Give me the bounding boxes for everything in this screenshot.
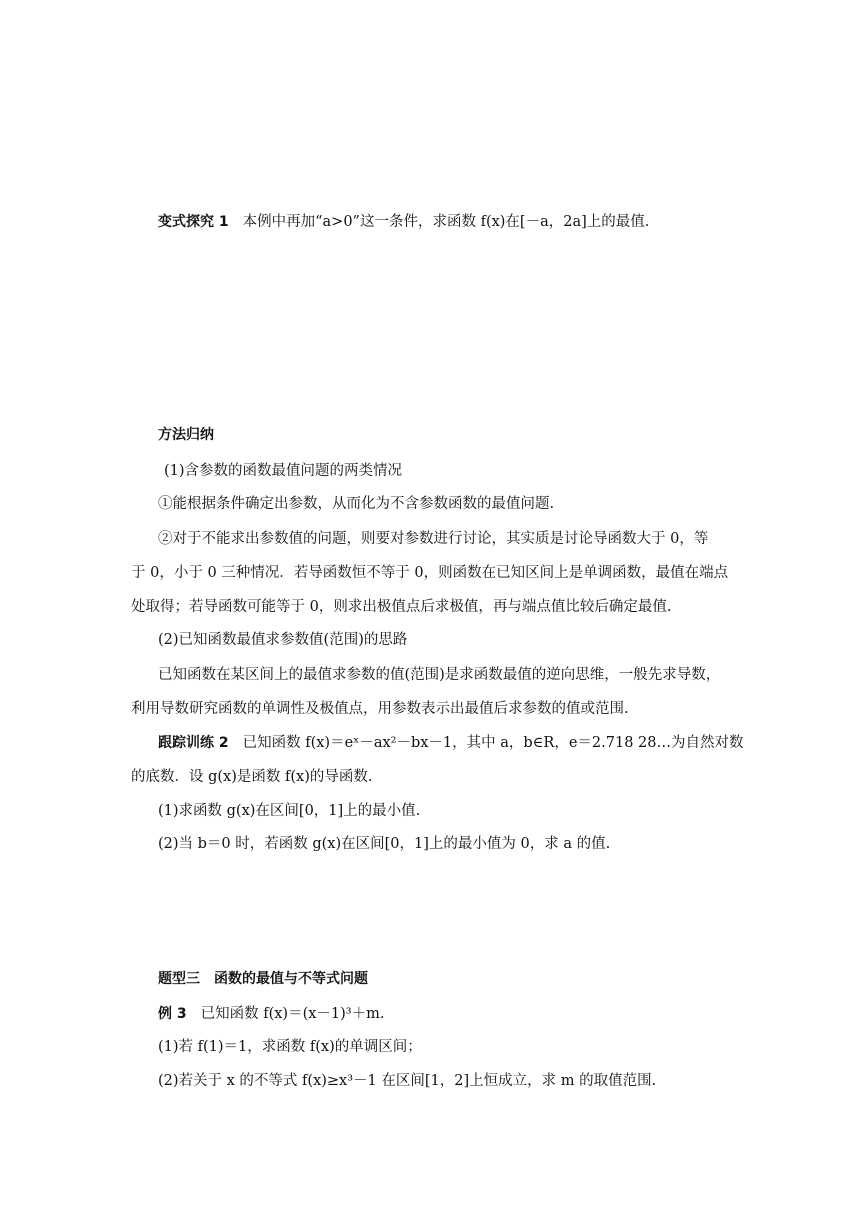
tracking-label: 跟踪训练 2 (158, 735, 229, 751)
method-heading: 方法归纳 (158, 427, 214, 443)
method-p1-b-line1: ②对于不能求出参数值的问题，则要对参数进行讨论，其实质是讨论导函数大于 0，等 (158, 531, 709, 547)
method-p2-title: (2)已知函数最值求参数值(范围)的思路 (158, 632, 408, 648)
tracking-line2: 的底数．设 g(x)是函数 f(x)的导函数. (131, 769, 373, 785)
variant-paragraph (158, 212, 649, 232)
example-paragraph (158, 1004, 384, 1024)
tracking-q2: (2)当 b＝0 时，若函数 g(x)在区间[0，1]上的最小值为 0，求 a 的值. (158, 836, 611, 852)
method-p1-b-line2: 于 0，小于 0 三种情况．若导函数恒不等于 0，则函数在已知区间上是单调函数，最值在端点 (131, 565, 729, 581)
type3-q1: (1)若 f(1)＝1，求函数 f(x)的单调区间； (158, 1039, 422, 1055)
tracking-line1: 已知函数 f(x)＝eˣ－ax²－bx－1，其中 a，b∈R，e＝2.718 28…为自然对数 (242, 735, 744, 751)
method-p2-line2: 利用导数研究函数的单调性及极值点，用参数表示出最值后求参数的值或范围. (131, 701, 629, 717)
type3-q2: (2)若关于 x 的不等式 f(x)≥x³－1 在区间[1，2]上恒成立，求 m 的取值范围. (158, 1073, 657, 1089)
method-p1-title: (1)含参数的函数最值问题的两类情况 (164, 463, 403, 479)
method-p1-a: ①能根据条件确定出参数，从而化为不含参数函数的最值问题. (158, 496, 555, 512)
tracking-q1: (1)求函数 g(x)在区间[0，1]上的最小值. (158, 803, 421, 819)
example-label: 例 3 (158, 1006, 187, 1022)
example-text: 已知函数 f(x)＝(x－1)³＋m. (200, 1006, 385, 1022)
tracking-paragraph (158, 733, 743, 753)
type3-heading: 题型三 函数的最值与不等式问题 (158, 971, 368, 987)
method-p2-line1: 已知函数在某区间上的最值求参数的值(范围)是求函数最值的逆向思维，一般先求导数， (158, 667, 721, 683)
method-p1-b-line3: 处取得；若导函数可能等于 0，则求出极值点后求极值，再与端点值比较后确定最值. (131, 599, 672, 615)
variant-text: 本例中再加“a>0”这一条件，求函数 f(x)在[－a，2a]上的最值. (242, 214, 650, 230)
variant-label: 变式探究 1 (158, 214, 229, 230)
